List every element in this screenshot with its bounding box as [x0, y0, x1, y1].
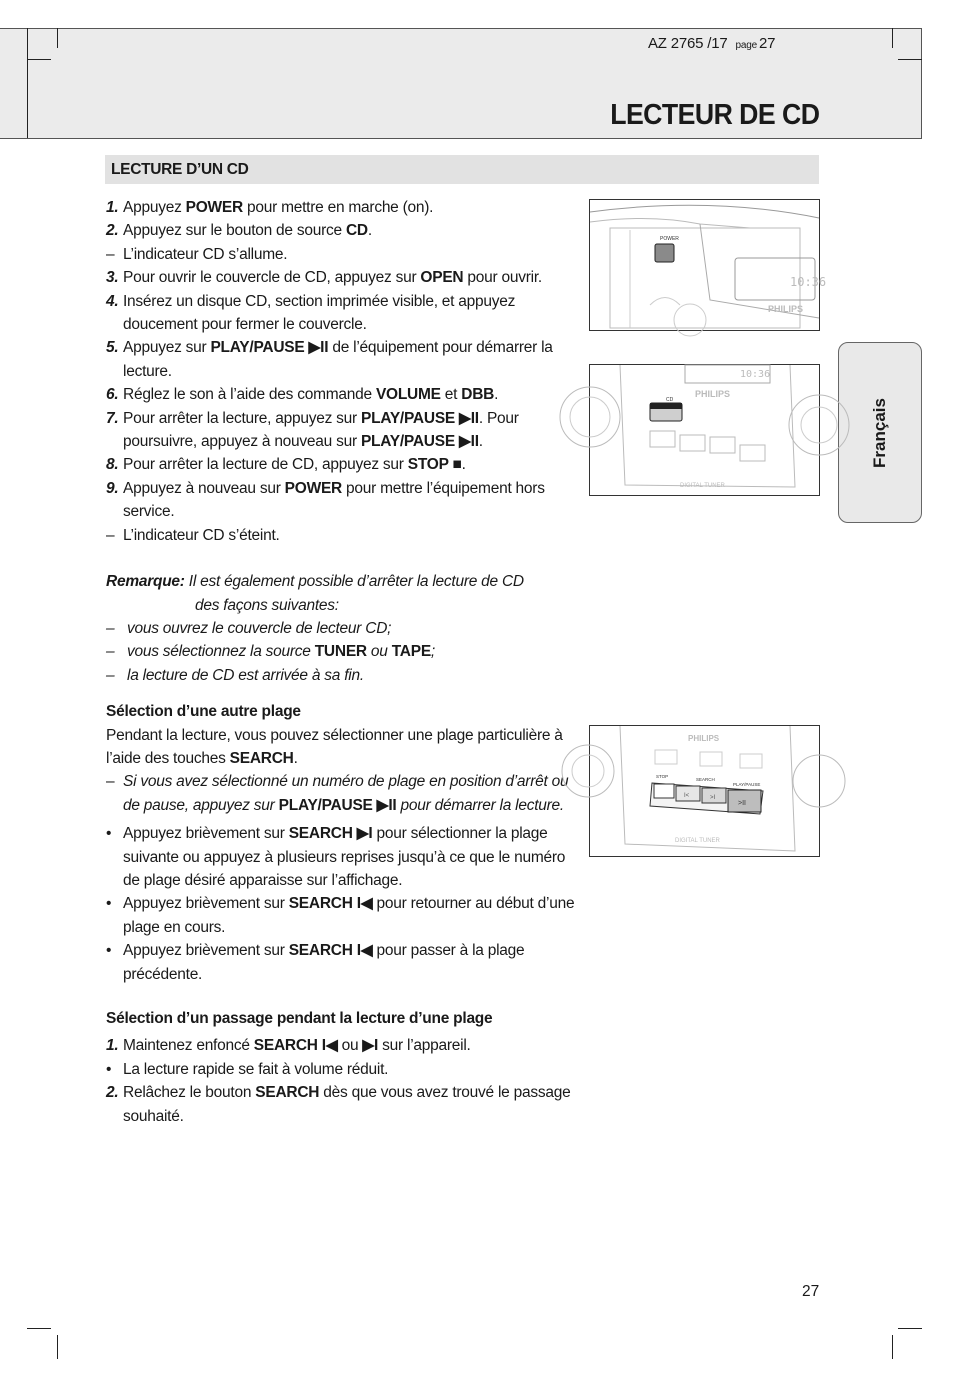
- remark-continued: des façons suivantes:: [195, 596, 339, 614]
- remark: Remarque: Il est également possible d’arrêter la lecture de CD: [106, 573, 524, 591]
- crop-mark: [892, 28, 893, 48]
- illustration-search: [589, 725, 820, 857]
- step-5: 5. Appuyez sur PLAY/PAUSE ▶II de l’équipement pour démarrer la lecture.: [106, 339, 553, 380]
- display-digits: 10:36: [790, 275, 827, 289]
- power-label: POWER: [660, 236, 679, 242]
- brand-logo: PHILIPS: [768, 304, 804, 314]
- step-3: 3. Pour ouvrir le couvercle de CD, appuyez sur OPEN pour ouvrir.: [106, 269, 542, 287]
- power-button: [655, 244, 674, 262]
- dash-item: – Si vous avez sélectionné un numéro de plage en position d’arrêt ou de pause, appuyez sur PLAY/PAUSE ▶II pour démarrer la lecture.: [106, 773, 569, 814]
- crop-mark: [27, 1328, 51, 1329]
- remark-item: – vous sélectionnez la source TUNER ou TAPE;: [106, 643, 435, 661]
- step-2-note: – L’indicateur CD s’allume.: [106, 245, 288, 263]
- bullet-item: • La lecture rapide se fait à volume réduit.: [106, 1060, 389, 1078]
- brand-logo: PHILIPS: [688, 734, 720, 743]
- crop-mark: [892, 1335, 893, 1359]
- document-reference: AZ 2765 /17 page 27: [648, 35, 776, 52]
- step-2: 2. Appuyez sur le bouton de source CD.: [106, 222, 372, 240]
- remark-item: – la lecture de CD est arrivée à sa fin.: [106, 666, 364, 684]
- step-6: 6. Réglez le son à l’aide des commande VOLUME et DBB.: [106, 386, 499, 404]
- svg-text:>I: >I: [710, 795, 716, 801]
- section-heading: LECTURE D’UN CD: [105, 155, 819, 184]
- subheading-passage: Sélection d’un passage pendant la lecture d’une plage: [106, 1010, 493, 1027]
- illustration-power: [589, 199, 827, 331]
- page-number: 27: [802, 1283, 820, 1300]
- step-2: 2. Relâchez le bouton SEARCH dès que vous avez trouvé le passage souhaité.: [106, 1084, 571, 1125]
- step-4: 4. Insérez un disque CD, section imprimée visible, et appuyez doucement pour fermer le couvercle.: [106, 292, 516, 334]
- step-7: 7. Pour arrêter la lecture, appuyez sur PLAY/PAUSE ▶II. Pour poursuivre, appuyez à nouveau sur PLAY/PAUSE ▶II.: [106, 409, 519, 451]
- playpause-label: PLAY/PAUSE: [733, 782, 761, 787]
- stop-button: [654, 784, 674, 798]
- crop-mark: [898, 1328, 922, 1329]
- cd-label: CD: [666, 397, 674, 403]
- page-title: LECTEUR DE CD: [609, 99, 819, 131]
- step-8: 8. Pour arrêter la lecture de CD, appuyez sur STOP ■.: [106, 456, 466, 474]
- tuner-label: DIGITAL TUNER: [680, 483, 725, 489]
- tuner-label: DIGITAL TUNER: [675, 838, 720, 844]
- subheading-track-select: Sélection d’une autre plage: [106, 703, 301, 721]
- stop-label: STOP: [656, 774, 669, 779]
- step-1: 1. Appuyez POWER pour mettre en marche (on).: [106, 199, 434, 216]
- svg-text:I<: I<: [684, 793, 690, 799]
- step-9: 9. Appuyez à nouveau sur POWER pour mettre l’équipement hors service.: [106, 479, 545, 521]
- step-1: 1. Maintenez enfoncé SEARCH I◀ ou ▶I sur l’appareil.: [106, 1037, 471, 1055]
- brand-logo: PHILIPS: [695, 389, 731, 399]
- main-content: [106, 196, 578, 1128]
- bullet-item: • Appuyez brièvement sur SEARCH ▶I pour sélectionner la plage suivante ou appuyez à plusieurs reprises jusqu’à ce que le numéro de plage désiré apparaisse sur l’affichage.: [106, 825, 566, 889]
- search-label: SEARCH: [696, 777, 715, 782]
- paragraph: Pendant la lecture, vous pouvez sélectionner une plage particulière à l’aide des touches SEARCH.: [106, 726, 563, 767]
- bullet-item: • Appuyez brièvement sur SEARCH I◀ pour passer à la plage précédente.: [106, 942, 525, 983]
- illustration-cd-source: [589, 364, 820, 496]
- crop-mark: [27, 59, 51, 60]
- step-9-note: – L’indicateur CD s’éteint.: [106, 526, 280, 544]
- bullet-item: • Appuyez brièvement sur SEARCH I◀ pour retourner au début d’une plage en cours.: [106, 895, 575, 936]
- display-digits: 10:36: [740, 369, 771, 380]
- svg-text:>II: >II: [738, 800, 746, 807]
- crop-mark: [898, 59, 922, 60]
- crop-mark: [57, 28, 58, 48]
- crop-mark: [57, 1335, 58, 1359]
- crop-mark: [27, 28, 28, 138]
- language-tab[interactable]: Français: [838, 342, 922, 523]
- remark-item: – vous ouvrez le couvercle de lecteur CD;: [106, 619, 392, 637]
